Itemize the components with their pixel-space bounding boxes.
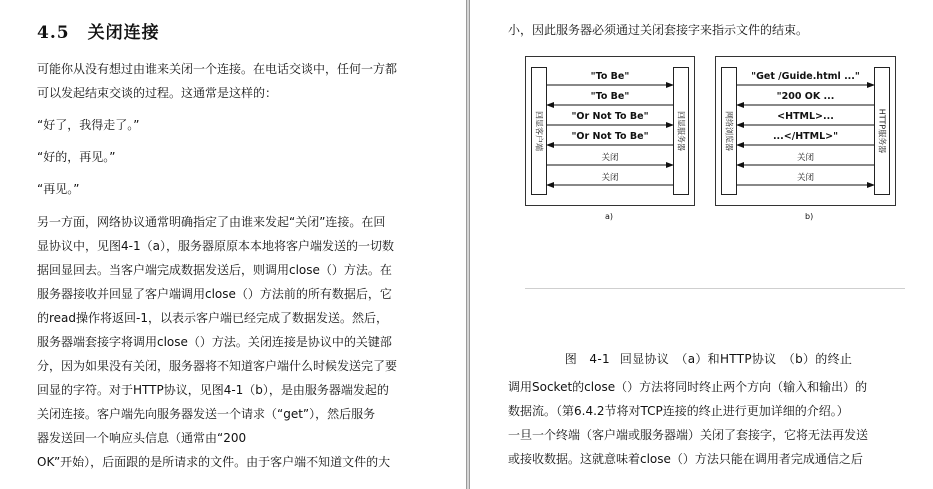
message-label: "Or Not To Be" — [571, 111, 649, 122]
paragraph-line: 显协议中，见图4-1（a），服务器原原本本地将客户端发送的一切数 — [37, 239, 394, 253]
paragraph-line: 回显的字符。对于HTTP协议，见图4-1（b），是由服务器端发起的 — [37, 383, 389, 397]
section-number: 4.5 — [37, 23, 70, 43]
figure-caption-text: 回显协议 （a）和HTTP协议 （b）的终止 — [619, 352, 853, 366]
right-top-line: 小，因此服务器必须通过关闭套接字来指示文件的结束。 — [508, 23, 809, 37]
web-browser-label: 网络浏览器 — [724, 111, 734, 151]
left-body-text — [37, 57, 436, 474]
figure-caption — [508, 350, 909, 367]
right-page — [470, 0, 933, 489]
figure-4-1 — [525, 56, 896, 236]
section-title — [37, 18, 436, 43]
paragraph-line: “再见。” — [37, 182, 80, 196]
paragraph-line: 据回显回去。当客户端完成数据发送后，则调用close（）方法。在 — [37, 263, 392, 277]
message-label: <HTML>... — [777, 111, 834, 122]
paragraph-line: 数据流。（第6.4.2节将对TCP连接的终止进行更加详细的介绍。） — [508, 404, 849, 418]
paragraph-line: 可以发起结束交谈的过程。这通常是这样的： — [37, 86, 278, 100]
paragraph-line: 分，因为如果没有关闭，服务器将不知道客户端什么时候发送完了要 — [37, 359, 398, 373]
message-label: 关闭 — [601, 153, 619, 163]
figure-a-sublabel: a) — [605, 212, 614, 221]
left-page — [0, 0, 466, 489]
figure-a-echo-protocol — [525, 56, 695, 206]
section-title-text: 关闭连接 — [87, 23, 160, 43]
paragraph-line: OK”开始），后面跟的是所请求的文件。由于客户端不知道文件的大 — [37, 455, 391, 469]
message-label: "To Be" — [590, 91, 630, 102]
http-server-label: HTTP服务器 — [877, 108, 887, 154]
paragraph-line: 关闭连接。客户端先向服务器发送一个请求（“get”），然后服务 — [37, 407, 376, 421]
message-label: 关闭 — [796, 173, 815, 183]
figure-b-http-protocol — [715, 56, 896, 206]
paragraph-line: 或接收数据。这就意味着close（）方法只能在调用者完成通信之后 — [508, 452, 863, 466]
message-label: 关闭 — [601, 173, 619, 183]
figure-divider — [525, 288, 905, 289]
paragraph-line: “好的，再见。” — [37, 150, 116, 164]
paragraph-line: 另一方面，网络协议通常明确指定了由谁来发起“关闭”连接。在回 — [37, 215, 386, 229]
message-label: "Get /Guide.html ..." — [751, 71, 860, 82]
paragraph-line: 一旦一个终端（客户端或服务器端）关闭了套接字，它将无法再发送 — [508, 428, 869, 442]
figure-b-sublabel: b) — [805, 212, 814, 221]
paragraph-line: 器发送回一个响应头信息（通常由“200 — [37, 431, 247, 445]
echo-client-label: 回显客户端 — [534, 111, 544, 151]
message-label: "Or Not To Be" — [571, 131, 649, 142]
message-label: ...</HTML>" — [772, 131, 839, 142]
paragraph-line: 服务器端套接字将调用close（）方法。关闭连接是协议中的关键部 — [37, 335, 392, 349]
paragraph-line: 调用Socket的close（）方法将同时终止两个方向（输入和输出）的 — [508, 380, 868, 394]
paragraph-line: 的read操作将返回-1，以表示客户端已经完成了数据发送。然后， — [37, 311, 388, 325]
message-label: "To Be" — [590, 71, 630, 82]
figure-caption-number: 图 4-1 — [564, 352, 610, 366]
message-label: 关闭 — [796, 153, 815, 163]
message-label: "200 OK ... — [776, 91, 835, 102]
paragraph-line: 服务器接收并回显了客户端调用close（）方法前的所有数据后，它 — [37, 287, 392, 301]
paragraph-line: “好了，我得走了。” — [37, 118, 140, 132]
paragraph-line: 可能你从没有想过由谁来关闭一个连接。在电话交谈中，任何一方都 — [37, 62, 398, 76]
echo-server-label: 回显服务器 — [676, 111, 686, 151]
right-body-text — [508, 375, 909, 471]
